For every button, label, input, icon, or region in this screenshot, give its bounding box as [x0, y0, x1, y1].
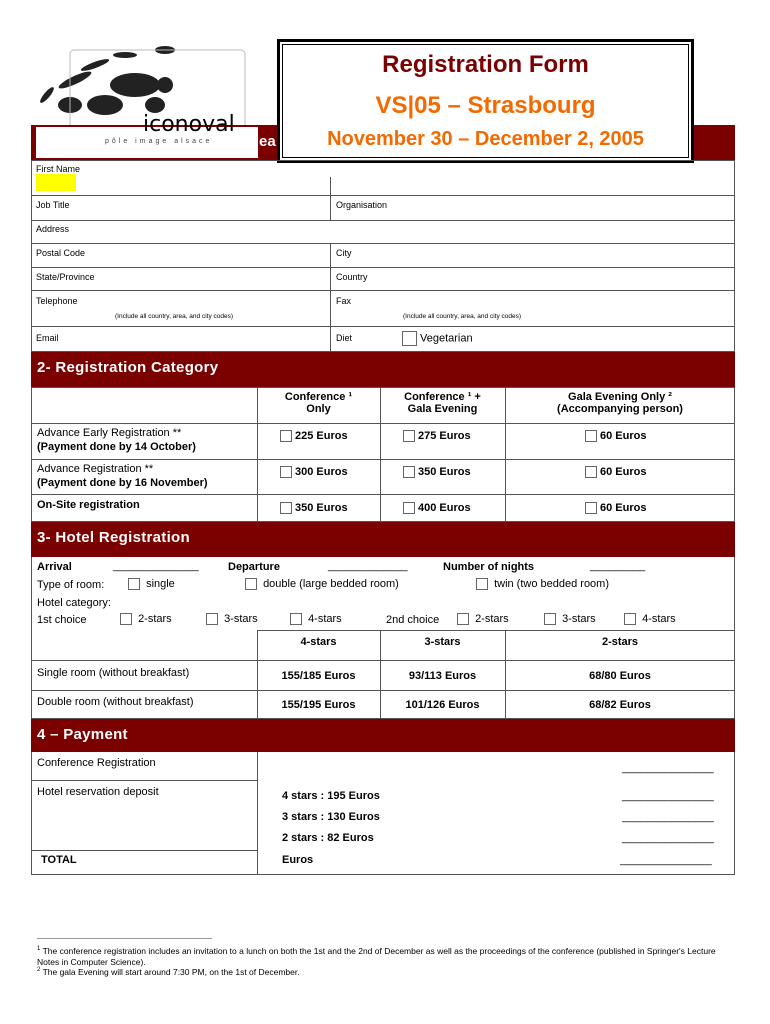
col-3stars: 3-stars — [424, 636, 461, 648]
form-title: Registration Form — [382, 51, 589, 78]
divider — [31, 690, 735, 691]
first-3stars[interactable] — [206, 613, 258, 625]
checkbox[interactable] — [544, 613, 556, 625]
divider — [31, 267, 735, 268]
band-fragment: ea — [259, 133, 276, 150]
arrival-label: Arrival — [37, 561, 72, 573]
vegetarian-checkbox[interactable] — [402, 331, 417, 346]
hotel-deposit-label: Hotel reservation deposit — [37, 786, 159, 798]
diet-label: Diet — [336, 333, 353, 343]
title-box — [279, 41, 692, 161]
footnote-2 — [37, 967, 300, 977]
divider — [31, 423, 735, 424]
price: 155/185 Euros — [281, 670, 356, 682]
footnote-1-text: The conference registration includes an invitation to a lunch on both the 1st and the 2nd of December as well as the proceedings of the conference (published in Springer's Lecture Notes in Computer Science). — [37, 945, 716, 967]
vegetarian-label: Vegetarian — [420, 332, 473, 345]
option-label: 3-stars — [562, 613, 596, 625]
price: 60 Euros — [600, 466, 647, 478]
registration-heading: 2- Registration Category — [31, 352, 735, 387]
footnote-rule — [37, 938, 212, 939]
col-2stars: 2-stars — [601, 636, 639, 648]
price-option[interactable] — [585, 466, 646, 478]
total-amount-field[interactable]: _______________ — [620, 854, 712, 866]
price-option[interactable] — [280, 430, 348, 442]
first-name-label: First Name — [36, 164, 81, 174]
row-advance-early-label: Advance Early Registration ** — [37, 427, 182, 439]
personal-info-table — [31, 160, 735, 352]
footnote-1 — [37, 944, 735, 968]
city-label: City — [336, 248, 352, 258]
checkbox[interactable] — [290, 613, 302, 625]
fax-hint: (Include all country, area, and city codes) — [403, 313, 522, 320]
checkbox[interactable] — [245, 578, 257, 590]
telephone-hint: (Include all country, area, and city codes) — [115, 313, 234, 320]
telephone-label: Telephone — [36, 296, 78, 306]
amount-field[interactable]: _______________ — [622, 811, 714, 823]
checkbox[interactable] — [128, 578, 140, 590]
price: 68/82 Euros — [589, 699, 651, 711]
option-label: double (large bedded room) — [263, 578, 399, 590]
room-twin[interactable] — [476, 578, 609, 590]
checkbox[interactable] — [585, 430, 597, 442]
arrival-field[interactable]: ______________ — [113, 560, 199, 572]
deposit-4stars: 4 stars : 195 Euros — [282, 790, 380, 802]
logo-tagline: pôle image alsace — [105, 138, 213, 145]
email-label: Email — [36, 333, 59, 343]
amount-field[interactable]: _______________ — [622, 832, 714, 844]
checkbox[interactable] — [403, 430, 415, 442]
second-4stars[interactable] — [624, 613, 676, 625]
category-label: Hotel category: — [37, 597, 111, 609]
first-name-field[interactable] — [36, 174, 76, 191]
address-label: Address — [36, 224, 70, 234]
logo-name: iconoval — [143, 112, 235, 137]
footnote-marker: 2 — [37, 967, 41, 974]
col-gala-only: Gala Evening Only ² (Accompanying person) — [557, 391, 683, 415]
checkbox[interactable] — [585, 502, 597, 514]
deposit-3stars: 3 stars : 130 Euros — [282, 811, 380, 823]
col-4stars: 4-stars — [300, 636, 337, 648]
divider — [31, 326, 735, 327]
checkbox[interactable] — [280, 466, 292, 478]
room-double[interactable] — [245, 578, 399, 590]
first-4stars[interactable] — [290, 613, 342, 625]
payment-heading: 4 – Payment — [31, 719, 735, 752]
vegetarian-option[interactable] — [402, 331, 473, 346]
price: 60 Euros — [600, 502, 647, 514]
row-advance-sub: (Payment done by 16 November) — [37, 477, 208, 489]
postal-code-label: Postal Code — [36, 248, 86, 258]
price: 400 Euros — [418, 502, 471, 514]
price-option[interactable] — [280, 502, 348, 514]
event-dates: November 30 – December 2, 2005 — [327, 128, 644, 150]
checkbox[interactable] — [280, 502, 292, 514]
price-option[interactable] — [403, 466, 471, 478]
organisation-label: Organisation — [336, 200, 388, 210]
option-label: 4-stars — [308, 613, 342, 625]
double-room-label: Double room (without breakfast) — [37, 696, 194, 708]
divider — [31, 220, 735, 221]
event-name: VS|05 – Strasbourg — [375, 92, 596, 119]
price: 93/113 Euros — [408, 670, 477, 682]
price-option[interactable] — [585, 502, 646, 514]
price: 350 Euros — [418, 466, 471, 478]
price: 68/80 Euros — [589, 670, 651, 682]
checkbox[interactable] — [403, 466, 415, 478]
row-advance-label: Advance Registration ** — [37, 463, 154, 475]
checkbox[interactable] — [585, 466, 597, 478]
total-euros: Euros — [282, 854, 314, 866]
fax-label: Fax — [336, 296, 352, 306]
price: 300 Euros — [295, 466, 348, 478]
room-single[interactable] — [128, 578, 175, 590]
first-choice-label: 1st choice — [37, 614, 87, 626]
option-label: 2-stars — [138, 613, 172, 625]
checkbox[interactable] — [403, 502, 415, 514]
row-advance-early-sub: (Payment done by 14 October) — [37, 441, 196, 453]
checkbox[interactable] — [476, 578, 488, 590]
price: 101/126 Euros — [405, 699, 480, 711]
second-choice-label: 2nd choice — [386, 614, 440, 626]
checkbox[interactable] — [457, 613, 469, 625]
conference-registration-label: Conference Registration — [37, 757, 156, 769]
state-label: State/Province — [36, 272, 95, 282]
divider — [31, 494, 735, 495]
checkbox[interactable] — [206, 613, 218, 625]
divider — [31, 780, 257, 781]
price: 60 Euros — [600, 430, 647, 442]
single-room-label: Single room (without breakfast) — [37, 667, 190, 679]
option-label: 2-stars — [475, 613, 509, 625]
price: 225 Euros — [295, 430, 348, 442]
checkbox[interactable] — [624, 613, 636, 625]
divider — [330, 177, 331, 195]
option-label: twin (two bedded room) — [494, 578, 610, 590]
room-type-label: Type of room: — [37, 579, 105, 591]
option-label: single — [146, 578, 175, 590]
divider — [257, 630, 735, 631]
divider — [31, 290, 735, 291]
price: 155/195 Euros — [281, 699, 356, 711]
deposit-2stars: 2 stars : 82 Euros — [282, 832, 374, 844]
price: 350 Euros — [295, 502, 348, 514]
footnote-marker: 1 — [37, 946, 41, 952]
checkbox[interactable] — [120, 613, 132, 625]
col-conference-only: Conference ¹ Only — [284, 391, 353, 415]
amount-field[interactable]: _______________ — [622, 790, 714, 802]
divider — [31, 195, 735, 196]
nights-label: Number of nights — [443, 561, 535, 573]
departure-field[interactable]: _____________ — [328, 560, 408, 572]
divider — [31, 660, 735, 661]
conference-amount-field[interactable]: _______________ — [622, 762, 714, 774]
divider — [330, 243, 331, 352]
price-option[interactable] — [403, 502, 471, 514]
divider — [257, 752, 258, 875]
row-onsite-label: On-Site registration — [37, 499, 140, 511]
first-2stars[interactable] — [120, 613, 172, 625]
total-label: TOTAL — [41, 854, 77, 866]
second-2stars[interactable] — [457, 613, 509, 625]
job-title-label: Job Title — [36, 200, 70, 210]
price-option[interactable] — [403, 430, 471, 442]
price-option[interactable] — [280, 466, 348, 478]
divider — [31, 850, 257, 851]
option-label: 3-stars — [224, 613, 258, 625]
divider — [31, 459, 735, 460]
price-option[interactable] — [585, 430, 646, 442]
hotel-heading: 3- Hotel Registration — [31, 522, 735, 557]
country-label: Country — [336, 272, 368, 282]
col-conference-gala: Conference ¹ + Gala Evening — [404, 391, 481, 415]
divider — [330, 195, 331, 220]
nights-field[interactable]: _________ — [590, 560, 646, 572]
checkbox[interactable] — [280, 430, 292, 442]
second-3stars[interactable] — [544, 613, 596, 625]
departure-label: Departure — [228, 561, 280, 573]
footnote-2-text: The gala Evening will start around 7:30 PM, on the 1st of December. — [42, 967, 300, 977]
divider — [31, 243, 735, 244]
option-label: 4-stars — [642, 613, 676, 625]
price: 275 Euros — [418, 430, 471, 442]
